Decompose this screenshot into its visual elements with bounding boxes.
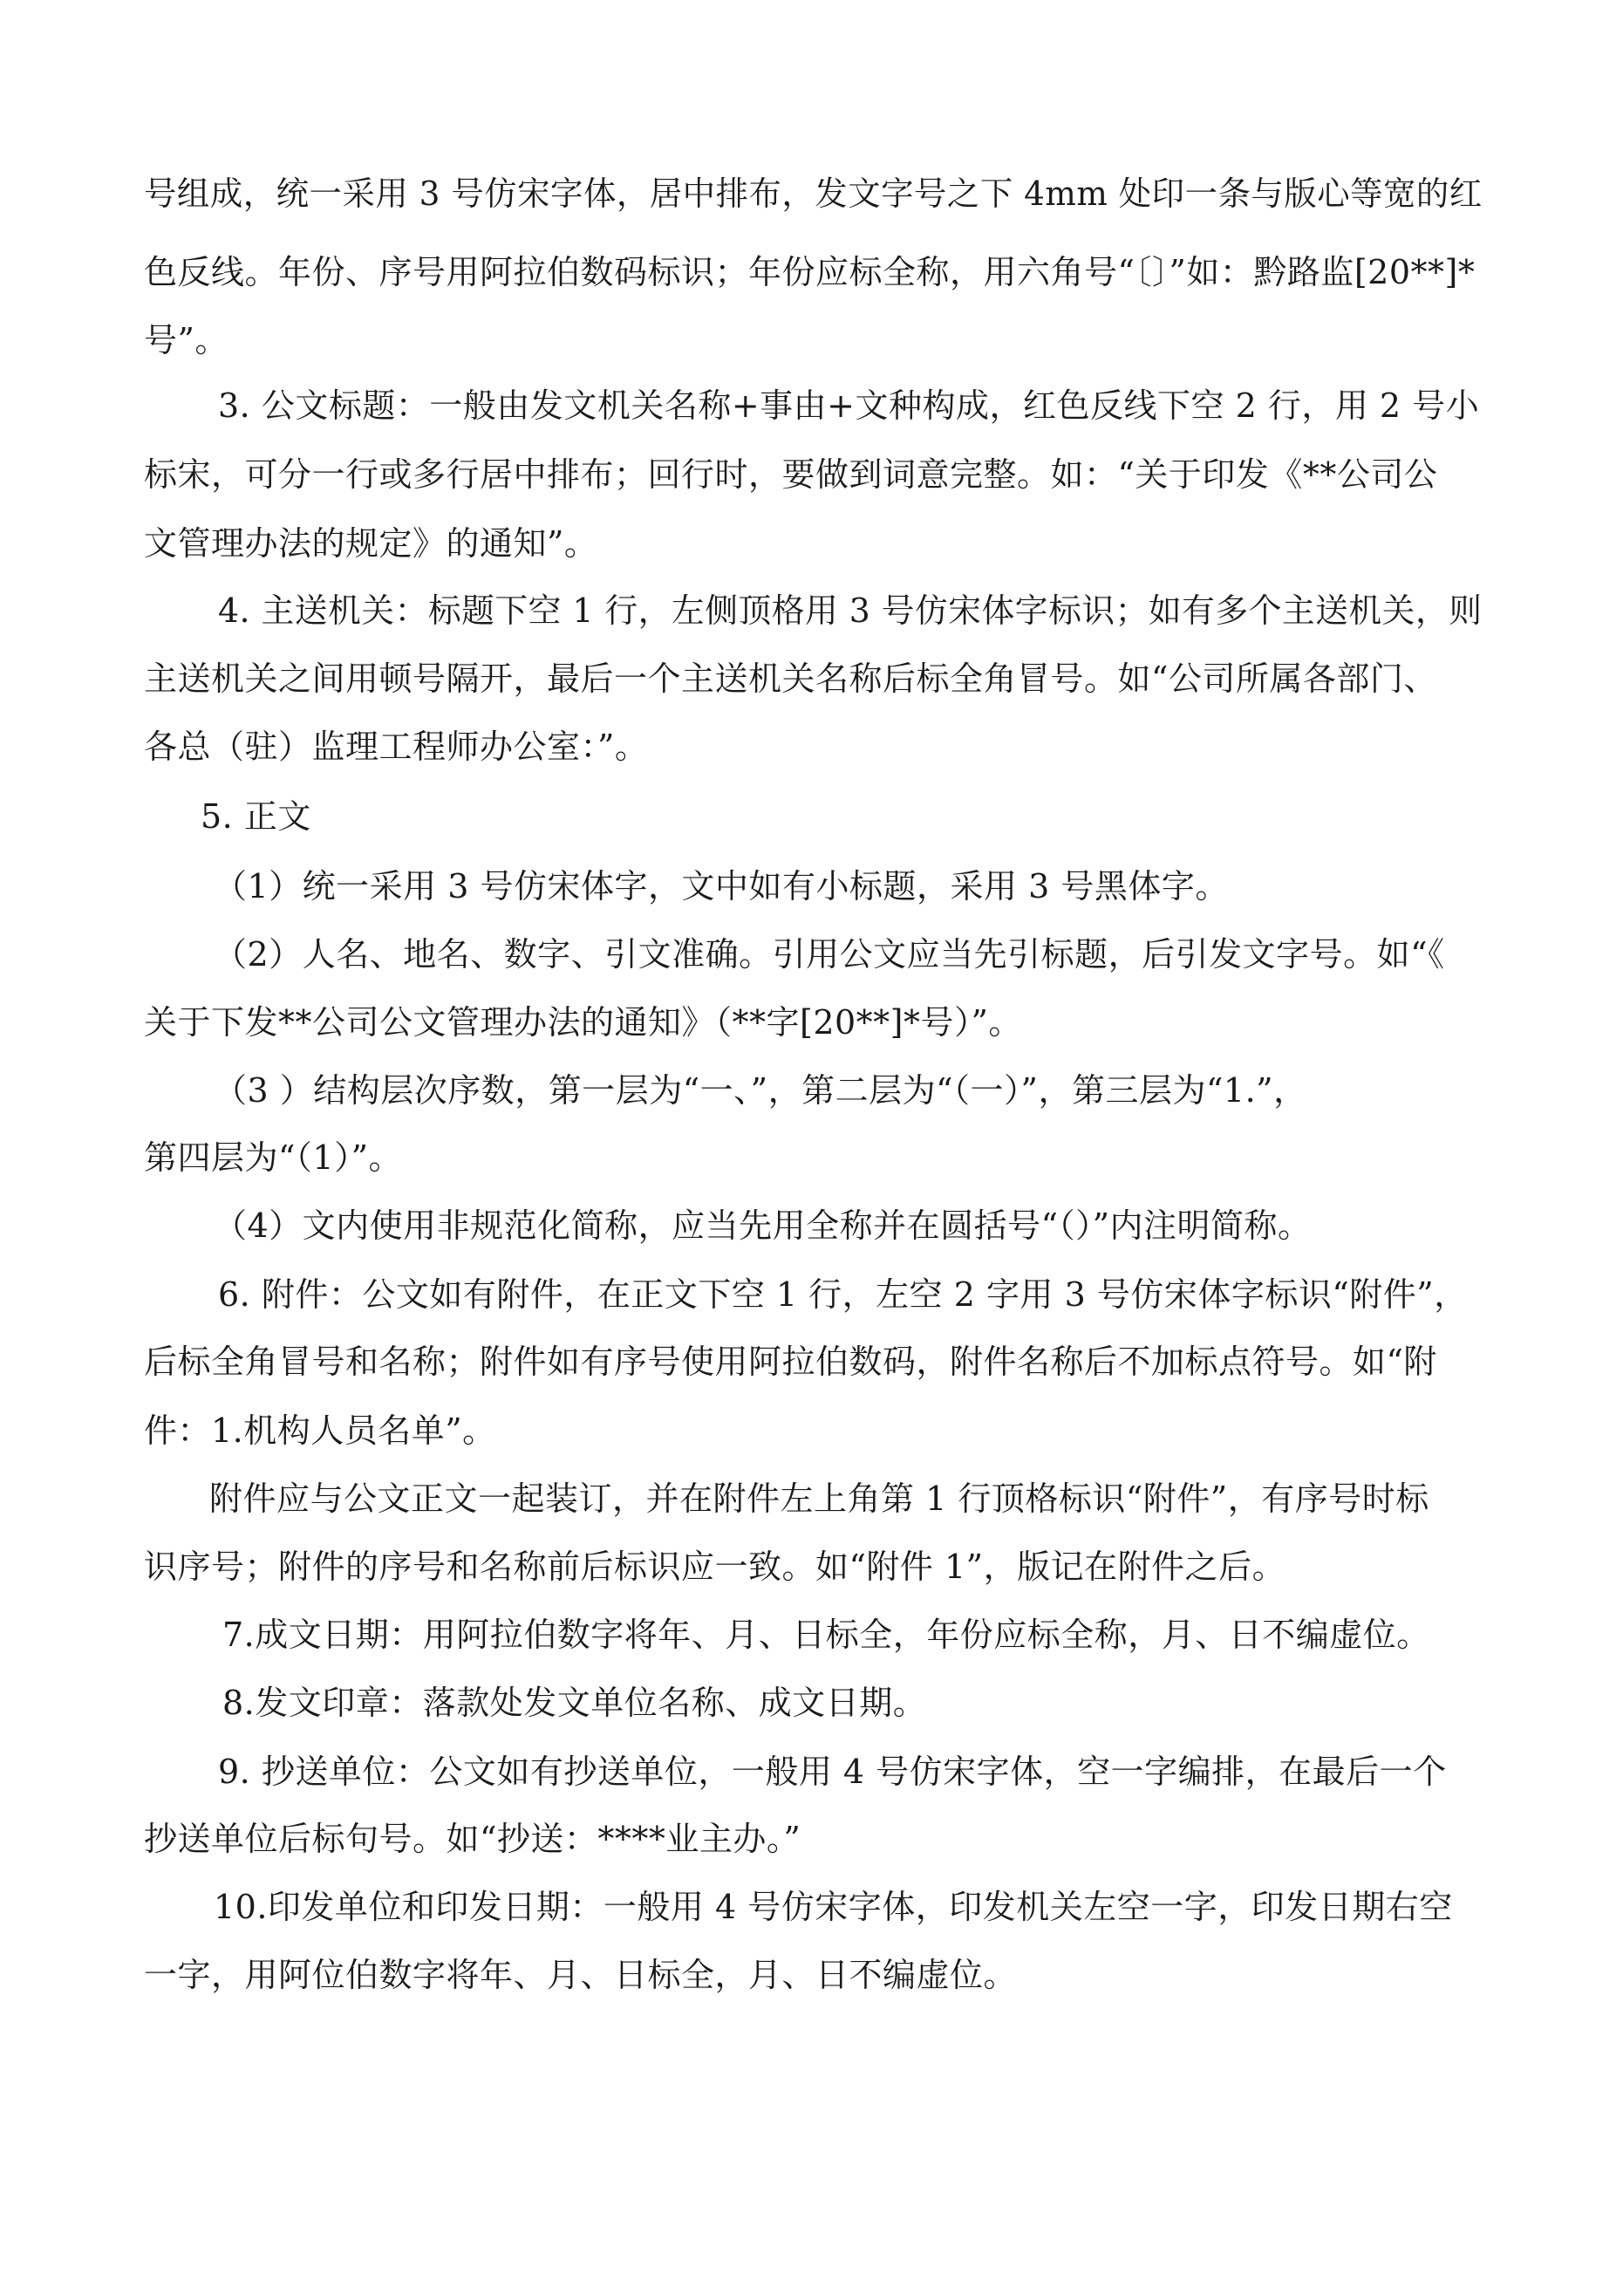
text-line: 色反线。年份、序号用阿拉伯数码标识；年份应标全称，用六角号“〔〕”如：黔路监[20**]* <box>144 253 1476 291</box>
text-line: 10.印发单位和印发日期：一般用 4 号仿宋字体，印发机关左空一字，印发日期右空 <box>214 1888 1453 1926</box>
text-line: （4）文内使用非规范化简称，应当先用全称并在圆括号“（）”内注明简称。 <box>214 1206 1312 1245</box>
text-line: 3. 公文标题：一般由发文机关名称+事由+文种构成，红色反线下空 2 行，用 2 号小 <box>218 386 1480 425</box>
text-line: 第四层为“（1）”。 <box>144 1138 403 1177</box>
text-line: 7.成文日期：用阿拉伯数字将年、月、日标全，年份应标全称，月、日不编虚位。 <box>222 1616 1430 1654</box>
text-line: 4. 主送机关：标题下空 1 行，左侧顶格用 3 号仿宋体字标识；如有多个主送机关，则 <box>218 591 1483 630</box>
text-line: 号”。 <box>144 321 228 359</box>
text-line: 附件应与公文正文一起装订，并在附件左上角第 1 行顶格标识“附件”，有序号时标 <box>209 1479 1429 1518</box>
text-line: 件：1.机构人员名单”。 <box>144 1411 496 1450</box>
text-line: （2）人名、地名、数字、引文准确。引用公文应当先引标题，后引发文字号。如“《 <box>214 935 1445 974</box>
text-line: 一字，用阿位伯数字将年、月、日标全，月、日不编虚位。 <box>144 1956 1018 1994</box>
text-line: （1）统一采用 3 号仿宋体字，文中如有小标题，采用 3 号黑体字。 <box>214 867 1229 905</box>
text-line: 抄送单位后标句号。如“抄送：****业主办。” <box>144 1820 801 1858</box>
text-line: 主送机关之间用顿号隔开，最后一个主送机关名称后标全角冒号。如“公司所属各部门、 <box>144 659 1437 698</box>
text-line: 文管理办法的规定》的通知”。 <box>144 524 598 563</box>
text-line: 后标全角冒号和名称；附件如有序号使用阿拉伯数码，附件名称后不加标点符号。如“附 <box>144 1343 1437 1381</box>
text-line: 关于下发**公司公文管理办法的通知》（**字[20**]*号）”。 <box>144 1003 1022 1042</box>
text-line: 标宋，可分一行或多行居中排布；回行时，要做到词意完整。如：“关于印发《**公司公 <box>144 455 1438 494</box>
text-line: （3 ）结构层次序数，第一层为“一、”，第二层为“（一）”，第三层为“1.”， <box>214 1071 1307 1110</box>
section-heading: 5. 正文 <box>201 797 311 836</box>
text-line: 6. 附件：公文如有附件，在正文下空 1 行，左空 2 字用 3 号仿宋体字标识“附件”， <box>218 1275 1468 1314</box>
text-line: 各总（驻）监理工程师办公室：”。 <box>144 728 649 766</box>
text-line: 号组成，统一采用 3 号仿宋字体，居中排布，发文字号之下 4mm 处印一条与版心等宽的红 <box>144 174 1483 213</box>
text-line: 8.发文印章：落款处发文单位名称、成文日期。 <box>222 1684 927 1722</box>
text-line: 识序号；附件的序号和名称前后标识应一致。如“附件 1”，版记在附件之后。 <box>144 1548 1286 1586</box>
text-line: 9. 抄送单位：公文如有抄送单位，一般用 4 号仿宋字体，空一字编排，在最后一个 <box>218 1753 1447 1791</box>
